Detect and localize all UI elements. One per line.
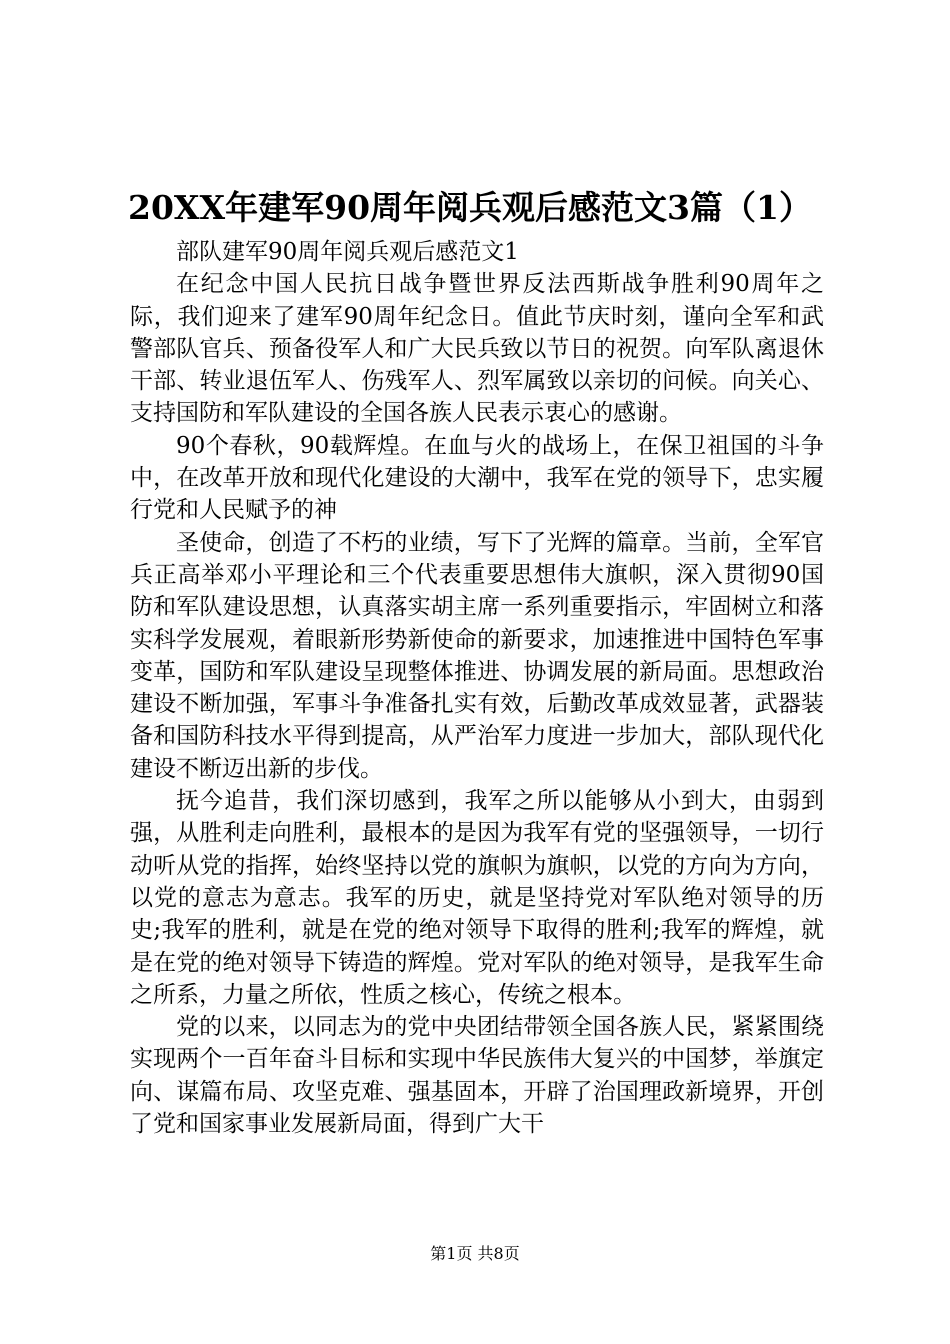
document-body bbox=[130, 236, 824, 1140]
paragraph-4: 抚今追昔，我们深切感到，我军之所以能够从小到大，由弱到强，从胜利走向胜利，最根本的是因为我军有党的坚强领导，一切行动听从党的指挥，始终坚持以党的旗帜为旗帜，以党的方向为方向，以党的意志为意志。我军的历史，就是坚持党对军队绝对领导的历史;我军的胜利，就是在党的绝对领导下取得的胜利;我军的辉煌，就是在党的绝对领导下铸造的辉煌。党对军队的绝对领导，是我军生命之所系，力量之所依，性质之核心，传统之根本。 bbox=[130, 788, 824, 1008]
paragraph-1: 在纪念中国人民抗日战争暨世界反法西斯战争胜利90周年之际，我们迎来了建军90周年纪念日。值此节庆时刻，谨向全军和武警部队官兵、预备役军人和广大民兵致以节日的祝贺。向军队离退休干部、转业退伍军人、伤残军人、烈军属致以亲切的问候。向关心、支持国防和军队建设的全国各族人民表示衷心的感谢。 bbox=[130, 271, 824, 427]
paragraph-2: 90个春秋，90载辉煌。在血与火的战场上，在保卫祖国的斗争中，在改革开放和现代化建设的大潮中，我军在党的领导下，忠实履行党和人民赋予的神 bbox=[130, 432, 824, 524]
document-title: 20XX年建军90周年阅兵观后感范文3篇（1） bbox=[128, 188, 812, 227]
section-heading: 部队建军90周年阅兵观后感范文1 bbox=[176, 239, 519, 265]
page-footer: 第1页 共8页 bbox=[430, 1244, 520, 1263]
paragraph-5: 党的以来，以同志为的党中央团结带领全国各族人民，紧紧围绕实现两个一百年奋斗目标和实现中华民族伟大复兴的中国梦，举旗定向、谋篇布局、攻坚克难、强基固本，开辟了治国理政新境界，开创了党和国家事业发展新局面，得到广大干 bbox=[130, 1014, 824, 1138]
paragraph-3: 圣使命，创造了不朽的业绩，写下了光辉的篇章。当前，全军官兵正高举邓小平理论和三个代表重要思想伟大旗帜，深入贯彻90国防和军队建设思想，认真落实胡主席一系列重要指示，牢固树立和落实科学发展观，着眼新形势新使命的新要求，加速推进中国特色军事变革，国防和军队建设呈现整体推进、协调发展的新局面。思想政治建设不断加强，军事斗争准备扎实有效，后勤改革成效显著，武器装备和国防科技水平得到提高，从严治军力度进一步加大，部队现代化建设不断迈出新的步伐。 bbox=[130, 529, 824, 782]
